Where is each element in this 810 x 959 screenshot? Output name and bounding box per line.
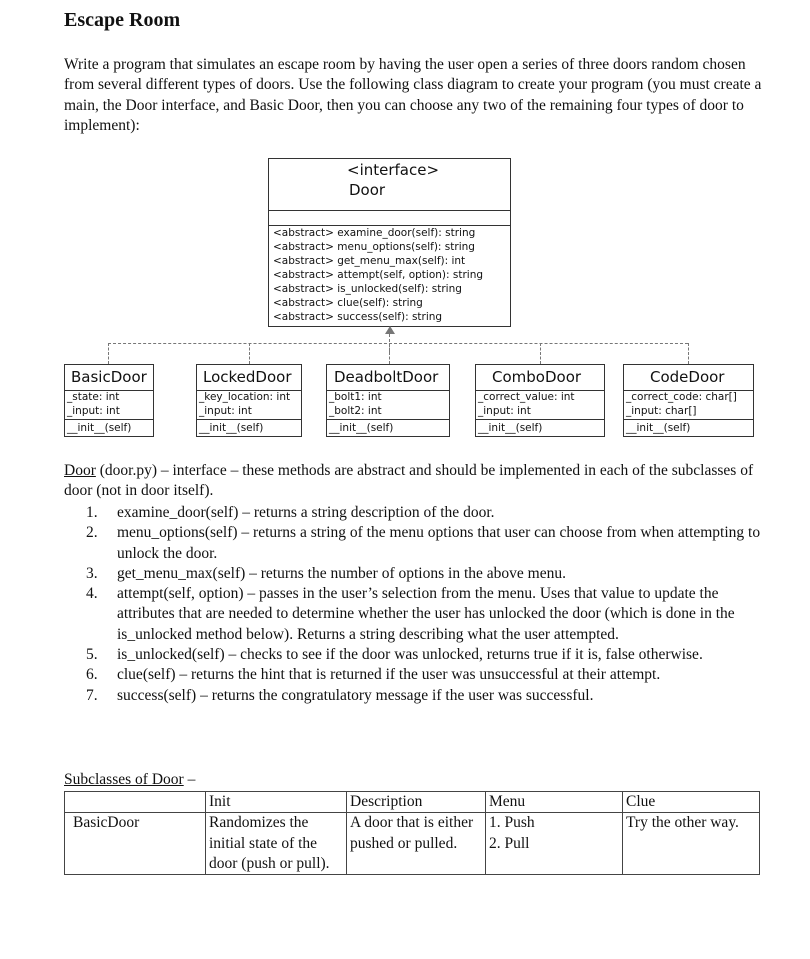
door-description-text: (door.py) – interface – these methods are abstract and should be implemented in each of the subclasses of door (not in door itself). <box>64 462 754 500</box>
interface-method: <abstract> is_unlocked(self): string <box>273 283 462 295</box>
class-operation: __init__(self) <box>329 422 394 434</box>
interface-name: Door <box>349 181 386 199</box>
interface-methods <box>273 226 483 324</box>
subclasses-heading: Subclasses of Door – <box>64 771 196 788</box>
class-field: _input: char[] <box>626 404 697 417</box>
list-item: 7. success(self) – returns the congratulatory message if the user was successful. <box>86 686 594 704</box>
connector-line <box>249 343 250 364</box>
table-header-cell: Menu <box>486 792 623 813</box>
class-operation: __init__(self) <box>478 422 543 434</box>
class-field: _bolt2: int <box>329 404 382 417</box>
class-box-deadboltdoor <box>326 364 450 437</box>
table-cell-clue: Try the other way. <box>623 813 760 875</box>
class-field: _bolt1: int <box>329 391 382 403</box>
intro-paragraph: Write a program that simulates an escape room by having the user open a series of three doors random chosen from several different types of doors. Use the following class diagram to create your program (you must create a main, the Door interface, and Basic Door, then you can choose any two of the remaining four types of door to implement): <box>64 56 762 134</box>
interface-method: <abstract> attempt(self, option): string <box>273 269 484 281</box>
door-description <box>64 461 764 502</box>
menu-option: 1. Push <box>489 814 535 832</box>
menu-option: 2. Pull <box>489 834 530 852</box>
class-name: BasicDoor <box>65 365 153 391</box>
class-operation: __init__(self) <box>199 422 264 434</box>
class-box-codedoor <box>623 364 754 437</box>
class-name: DeadboltDoor <box>327 365 449 391</box>
door-heading: Door <box>64 462 96 479</box>
connector-line <box>108 343 688 344</box>
interface-method: <abstract> menu_options(self): string <box>273 241 475 253</box>
table-header-cell: Init <box>206 792 347 813</box>
interface-method: <abstract> success(self): string <box>273 311 443 323</box>
class-box-basicdoor <box>64 364 154 437</box>
connector-line <box>108 343 109 364</box>
class-field: _key_location: int <box>199 391 291 403</box>
class-field: _correct_code: char[] <box>626 391 737 403</box>
table-cell-name: BasicDoor <box>65 813 206 875</box>
class-field: _input: int <box>67 404 120 417</box>
list-item: 4. attempt(self, option) – passes in the user’s selection from the menu. Uses that value to update the attributes that are needed to determine whether the user has unlocked the door (which is done in the is_unlocked method below). Returns a string describing what the user attempted. <box>86 585 735 643</box>
interface-attributes <box>269 210 510 226</box>
class-field: _correct_value: int <box>478 391 575 403</box>
list-item: 6. clue(self) – returns the hint that is returned if the user was unsuccessful at their attempt. <box>86 666 661 684</box>
class-field: _state: int <box>67 391 120 403</box>
table-header-cell: Description <box>347 792 486 813</box>
class-field: _input: int <box>478 404 531 417</box>
class-name: ComboDoor <box>476 365 604 391</box>
connector-line <box>540 343 541 364</box>
interface-method: <abstract> clue(self): string <box>273 297 423 309</box>
subclasses-table <box>64 791 760 875</box>
class-name: CodeDoor <box>624 365 753 391</box>
class-box-lockeddoor <box>196 364 302 437</box>
list-item: 2. menu_options(self) – returns a string of the menu options that user can choose from when attempting to unlock the door. <box>86 524 761 562</box>
method-list <box>86 503 766 706</box>
class-field: _input: int <box>199 404 252 417</box>
class-operation: __init__(self) <box>626 422 691 434</box>
inheritance-arrow <box>385 326 395 334</box>
class-name: LockedDoor <box>197 365 301 391</box>
interface-method: <abstract> examine_door(self): string <box>273 227 476 239</box>
connector-line <box>688 343 689 364</box>
table-header-cell <box>65 792 206 813</box>
interface-stereotype: <interface> <box>347 161 440 179</box>
page-title: Escape Room <box>64 9 181 31</box>
table-row <box>65 813 760 875</box>
table-header-cell: Clue <box>623 792 760 813</box>
table-cell-description: A door that is either pushed or pulled. <box>347 813 486 875</box>
interface-method: <abstract> get_menu_max(self): int <box>273 255 466 267</box>
table-header-row <box>65 792 760 813</box>
table-cell-menu <box>486 813 623 875</box>
class-box-combodoor <box>475 364 605 437</box>
list-item: 1. examine_door(self) – returns a string description of the door. <box>86 504 495 521</box>
table-cell-init: Randomizes the initial state of the door (push or pull). <box>206 813 347 875</box>
list-item: 5. is_unlocked(self) – checks to see if the door was unlocked, returns true if it is, false otherwise. <box>86 646 703 664</box>
list-item: 3. get_menu_max(self) – returns the number of options in the above menu. <box>86 564 566 582</box>
connector-line <box>389 343 390 364</box>
class-operation: __init__(self) <box>67 422 132 434</box>
door-interface-box <box>268 158 511 327</box>
